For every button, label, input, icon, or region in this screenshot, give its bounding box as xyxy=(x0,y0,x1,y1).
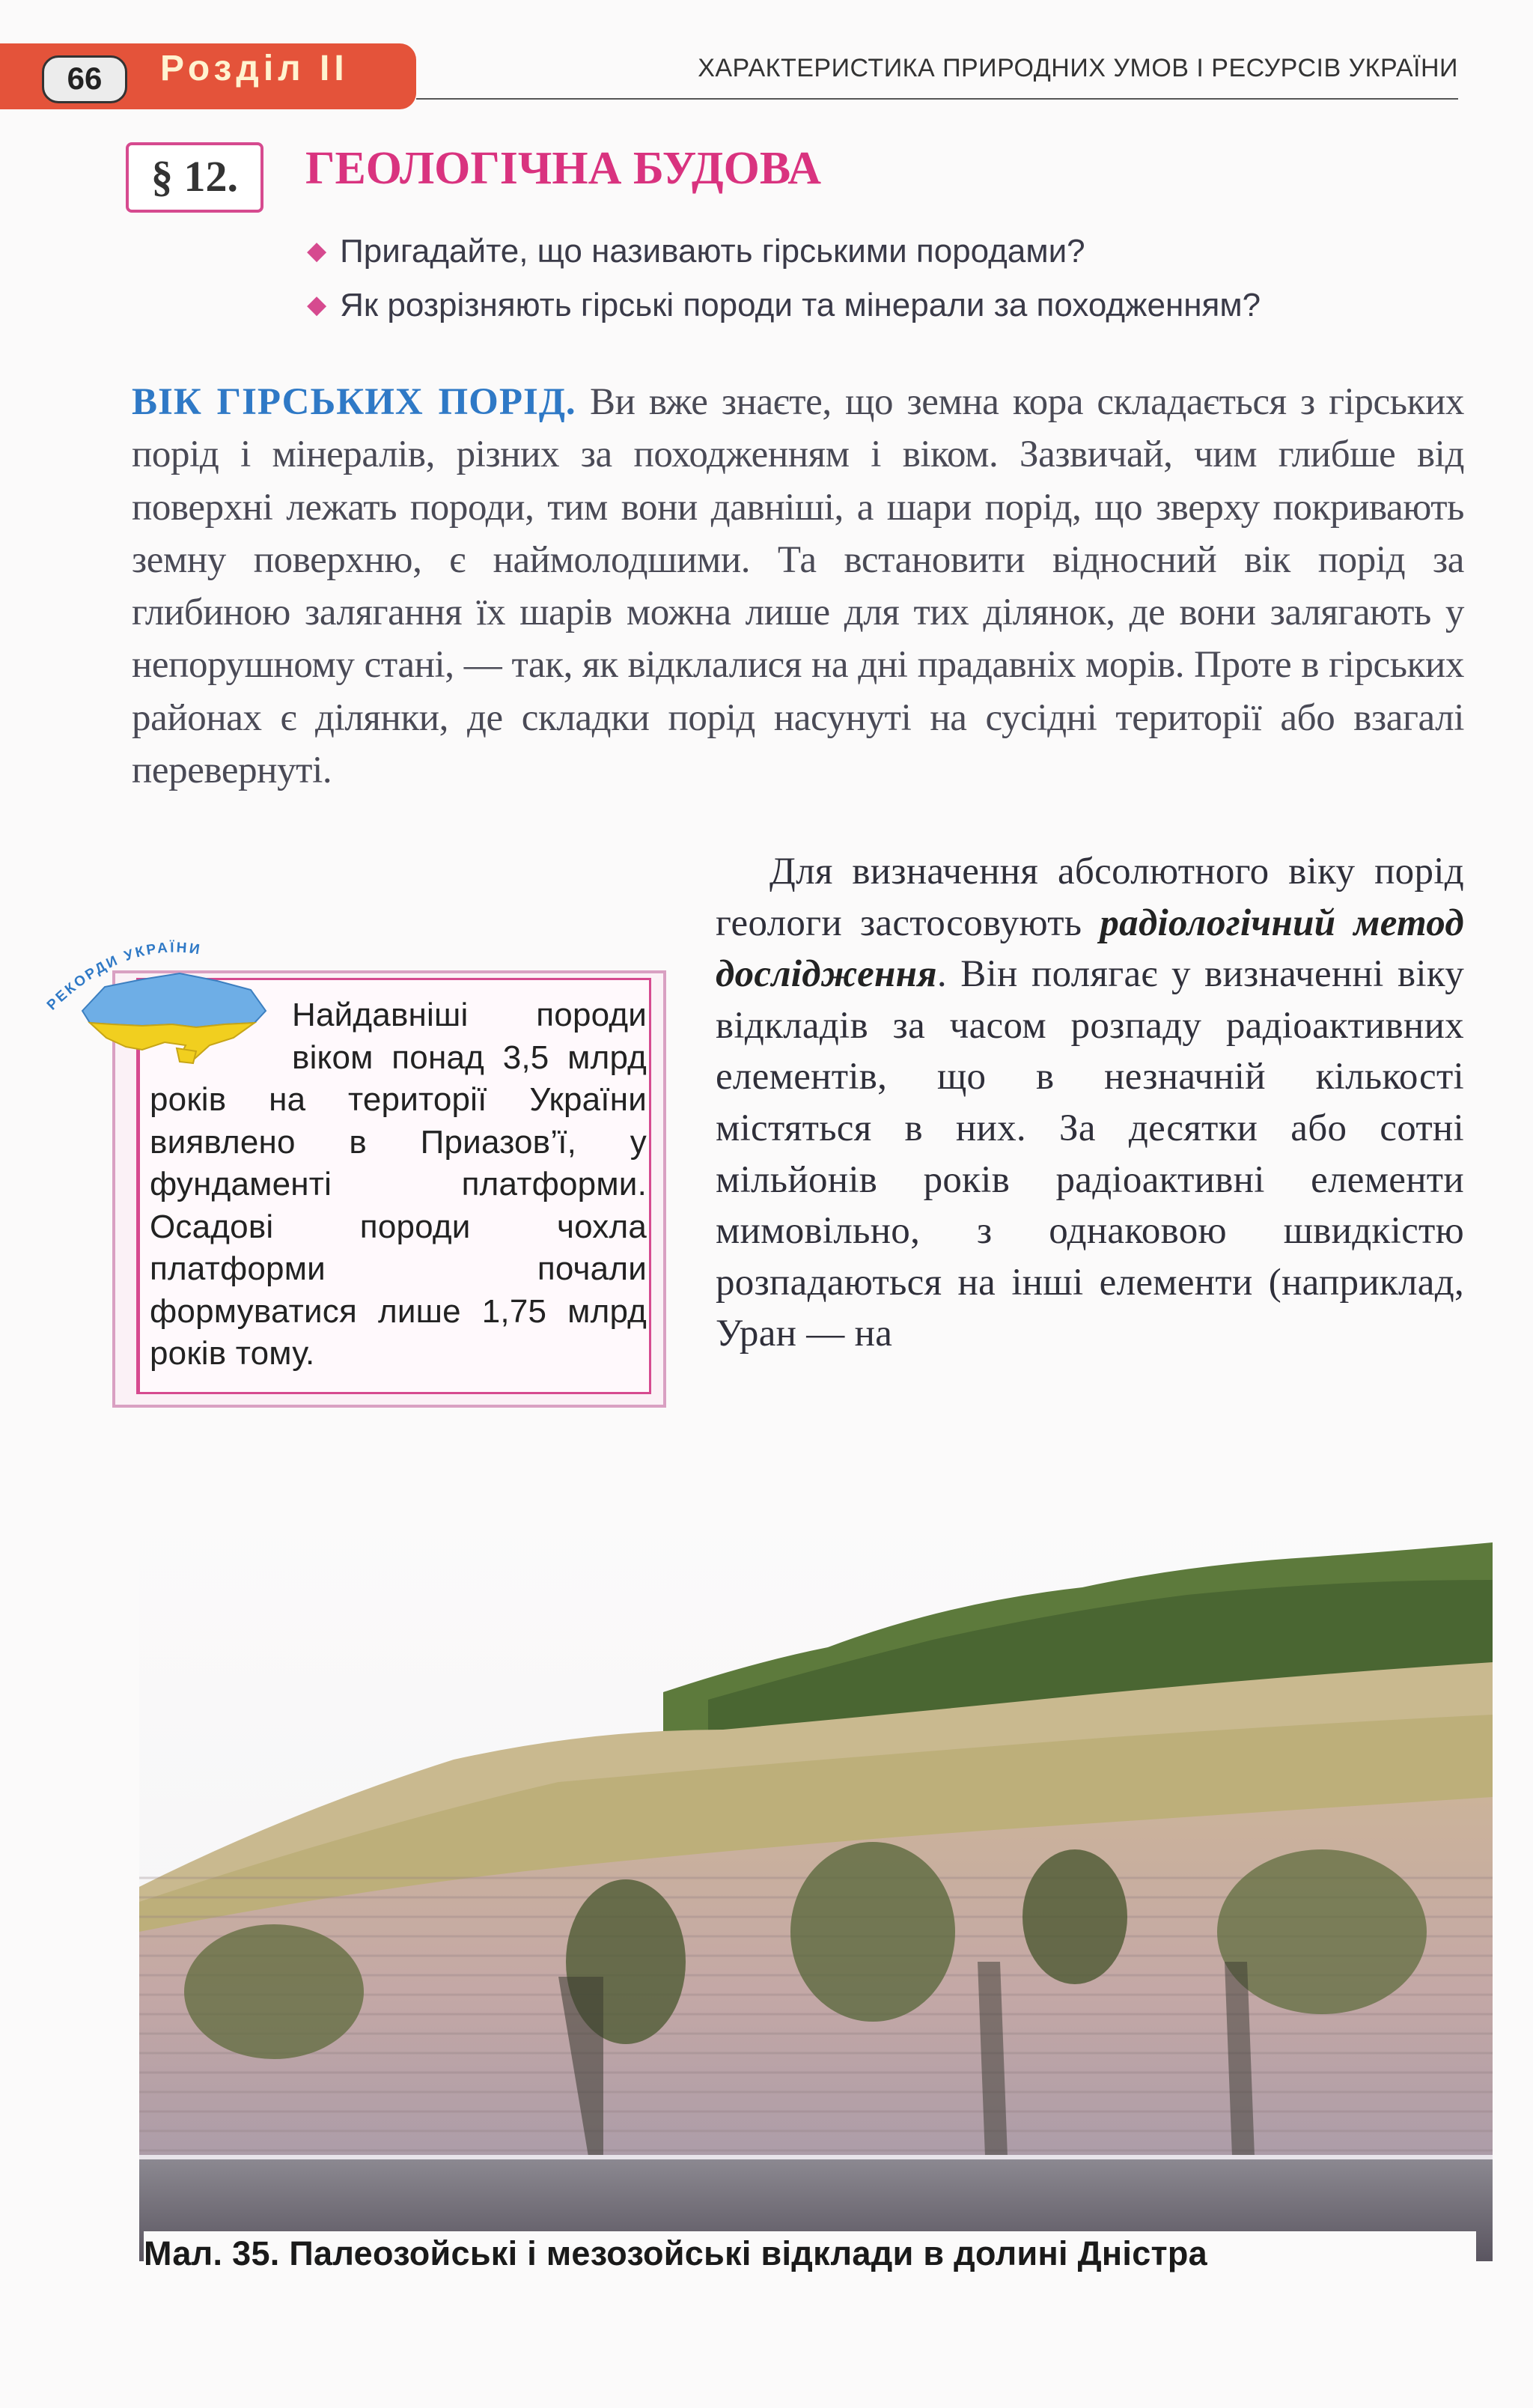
question-item xyxy=(307,279,1475,332)
body-paragraph-2 xyxy=(716,846,1464,1360)
figure-caption: Мал. 35. Палеозойські і мезозойські відклади в долині Дністра xyxy=(144,2231,1476,2273)
question-text: Як розрізняють гірські породи та мінерали за походженням? xyxy=(340,287,1261,323)
records-text: Найдавніші породи віком понад 3,5 млрд років на території України виявлено в Приазов’ї, у фундаменті платформи. Осадові породи чохла платформи почали формуватися лише 1,75 млрд років тому. xyxy=(150,997,647,1372)
paragraph-text: Для визначення абсолютного віку порід геологи застосовують xyxy=(716,851,1464,944)
section-title: ГЕОЛОГІЧНА БУДОВА xyxy=(305,143,822,194)
runin-heading: ВІК ГІРСЬКИХ ПОРІД. xyxy=(132,381,576,423)
badge-label: РЕКОРДИ УКРАЇНИ xyxy=(43,940,203,1014)
diamond-bullet-icon: ◆ xyxy=(307,237,327,265)
ukraine-map-icon xyxy=(37,899,284,1071)
page-number: 66 xyxy=(42,55,127,103)
running-title: ХАРАКТЕРИСТИКА ПРИРОДНИХ УМОВ І РЕСУРСІВ УКРАЇНИ xyxy=(698,54,1458,82)
body-paragraph xyxy=(132,376,1464,797)
key-term: радіологічний метод дослідження xyxy=(716,902,1464,996)
question-text: Пригадайте, що називають гірськими породами? xyxy=(340,233,1085,270)
paragraph-text: Ви вже знаєте, що земна кора складається з гірських порід і мінералів, різних за походженням і віком. Зазвичай, чим глибше від поверхні лежать породи, тим вони давніші, а шари порід, що зверху покривають земну поверхню, є наймолодшими. Та встановити відносний вік порід за глибиною залягання їх шарів можна лише для тих ділянок, де вони залягають у непорушному стані, — так, як відклалися на дні прадавніх морів. Проте в гірських районах є ділянки, де складки порід насунуті на сусідні території або взагалі перевернуті. xyxy=(132,381,1464,792)
diamond-bullet-icon: ◆ xyxy=(307,291,327,319)
dniester-cliffs-photo xyxy=(139,1512,1493,2261)
paragraph-text: . Він полягає у визначенні віку відкладів за часом розпаду радіоактивних елементів, що в незначній кількості містяться в них. За десятки або сотні мільйонів років радіоактивні елементи мимовільно, з однаковою швидкістю розпадаються на інші елементи (наприклад, Уран — на xyxy=(716,953,1464,1355)
header-divider xyxy=(416,98,1458,100)
section-number: § 12. xyxy=(126,142,263,213)
question-item xyxy=(307,225,1475,279)
section-label: Розділ ІІ xyxy=(160,49,349,88)
review-questions xyxy=(307,225,1475,332)
